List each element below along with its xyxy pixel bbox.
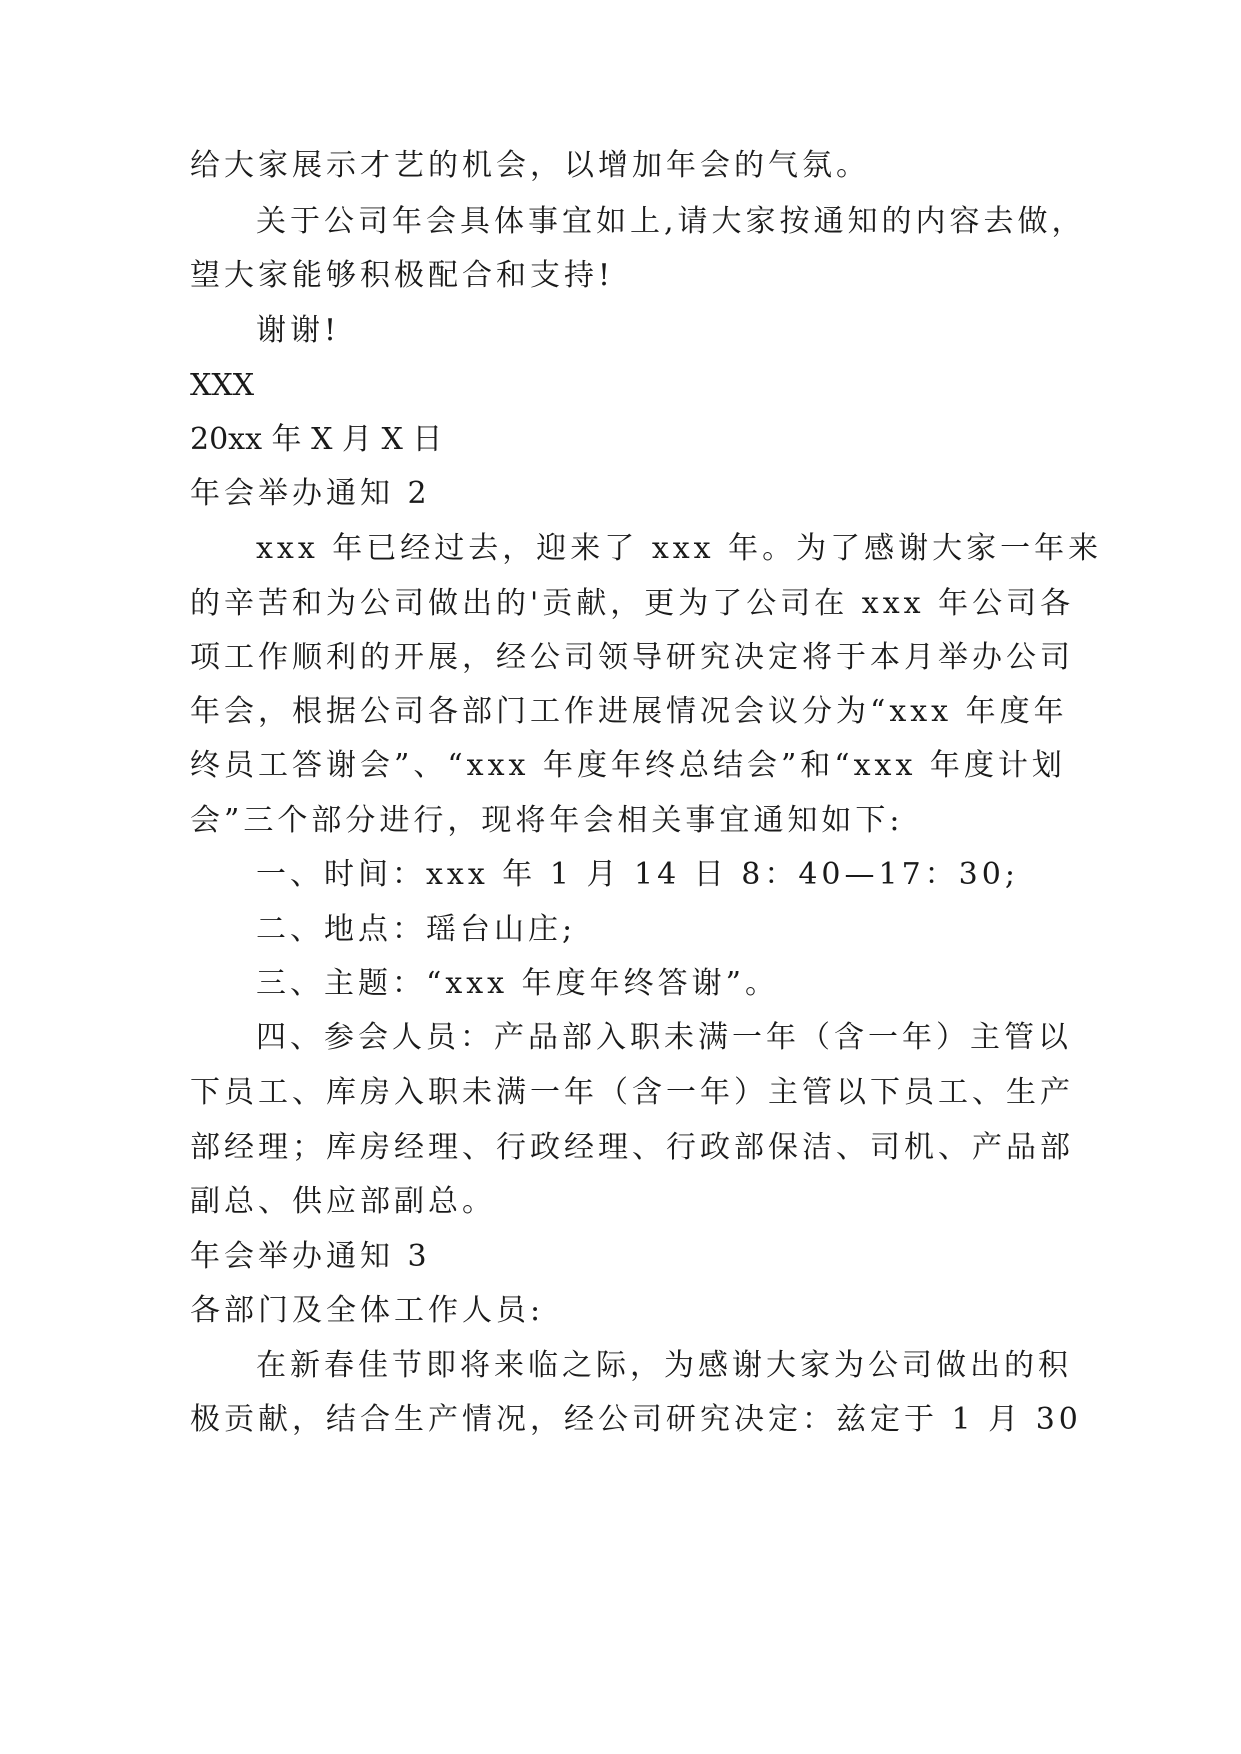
paragraph-line: 谢谢! [256, 313, 341, 348]
paragraph-line: 极贡献，结合生产情况，经公司研究决定：兹定于 1 月 30 [190, 1402, 1082, 1437]
paragraph-line: 年会，根据公司各部门工作进展情况会议分为“xxx 年度年 [190, 694, 1068, 729]
paragraph-line: 终员工答谢会”、“xxx 年度年终总结会”和“xxx 年度计划 [190, 748, 1066, 783]
paragraph-line: 部经理；库房经理、行政经理、行政部保洁、司机、产品部 [190, 1130, 1074, 1165]
signature-name: XXX [190, 368, 255, 403]
list-item: 一、时间：xxx 年 1 月 14 日 8：40—17：30; [256, 857, 1019, 892]
paragraph-line: 的辛苦和为公司做出的'贡献，更为了公司在 xxx 年公司各 [190, 586, 1075, 621]
paragraph-line: 会”三个部分进行，现将年会相关事宜通知如下: [190, 803, 904, 838]
salutation: 各部门及全体工作人员: [190, 1293, 545, 1328]
section-heading: 年会举办通知 2 [190, 476, 431, 511]
paragraph-line: 项工作顺利的开展，经公司领导研究决定将于本月举办公司 [190, 640, 1074, 675]
section-heading: 年会举办通知 3 [190, 1239, 431, 1274]
paragraph-line: xxx 年已经过去，迎来了 xxx 年。为了感谢大家一年来 [256, 531, 1103, 566]
paragraph-line: 给大家展示才艺的机会，以增加年会的气氛。 [190, 148, 870, 183]
paragraph-line: 下员工、库房入职未满一年（含一年）主管以下员工、生产 [190, 1075, 1074, 1110]
signature-date: 20xx 年 X 月 X 日 [190, 422, 443, 457]
list-item: 二、地点：瑶台山庄; [256, 912, 577, 947]
paragraph-line: 关于公司年会具体事宜如上,请大家按通知的内容去做， [256, 204, 1086, 239]
paragraph-line: 副总、供应部副总。 [190, 1184, 496, 1219]
paragraph-line: 望大家能够积极配合和支持! [190, 258, 615, 293]
paragraph-line: 在新春佳节即将来临之际，为感谢大家为公司做出的积 [256, 1348, 1072, 1383]
list-item: 三、主题：“xxx 年度年终答谢”。 [256, 966, 779, 1001]
list-item: 四、参会人员：产品部入职未满一年（含一年）主管以 [256, 1020, 1072, 1055]
